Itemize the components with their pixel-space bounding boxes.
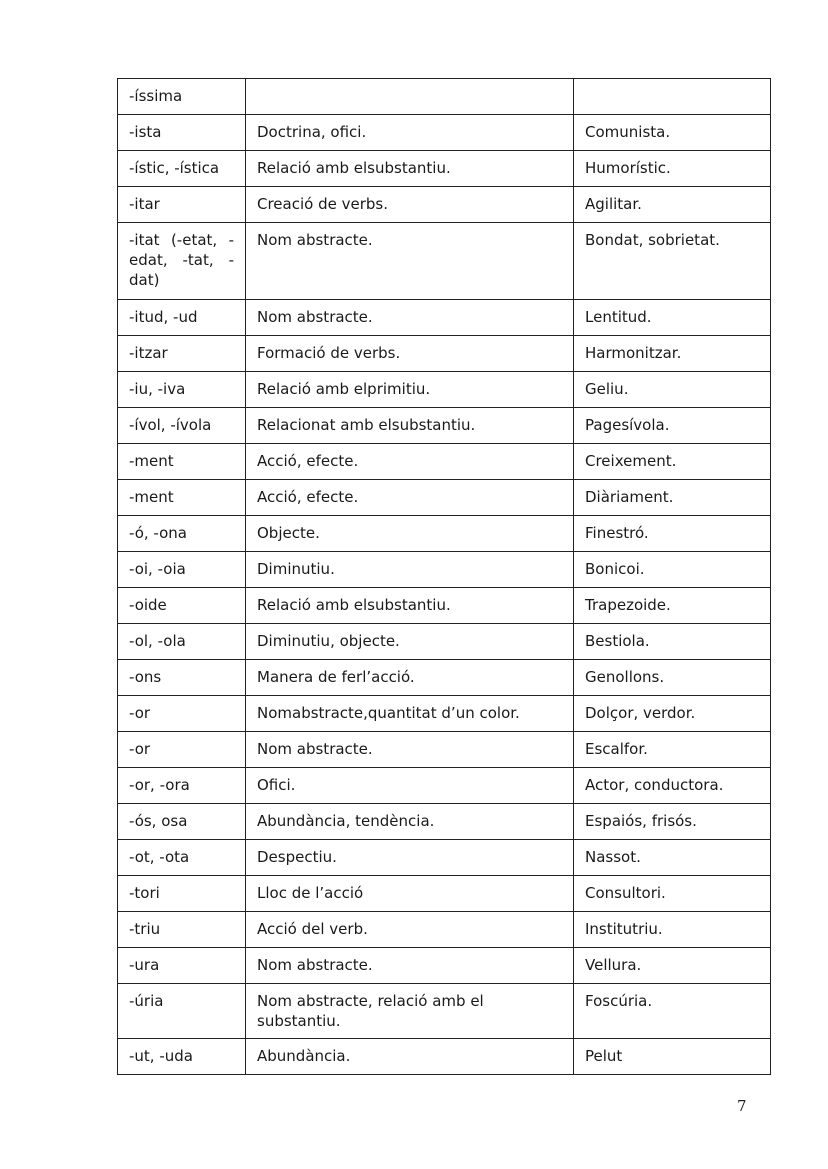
table-row [118, 444, 771, 480]
meaning-cell: Formació de verbs. [246, 336, 574, 372]
example-cell: Escalfor. [574, 732, 771, 768]
suffix-cell: -or, -ora [118, 768, 246, 804]
suffix-cell: -úria [118, 984, 246, 1039]
table-row [118, 840, 771, 876]
meaning-cell: Diminutiu. [246, 552, 574, 588]
suffix-cell: -ot, -ota [118, 840, 246, 876]
table-row [118, 876, 771, 912]
table-row [118, 660, 771, 696]
example-cell: Creixement. [574, 444, 771, 480]
table-row [118, 408, 771, 444]
meaning-cell: Relació amb elsubstantiu. [246, 588, 574, 624]
suffix-table [117, 78, 771, 1075]
example-cell: Agilitar. [574, 187, 771, 223]
meaning-cell: Acció del verb. [246, 912, 574, 948]
example-cell: Actor, conductora. [574, 768, 771, 804]
suffix-cell: -ístic, -ística [118, 151, 246, 187]
suffix-cell: -ívol, -ívola [118, 408, 246, 444]
suffix-cell: -ons [118, 660, 246, 696]
suffix-cell: -or [118, 732, 246, 768]
meaning-cell: Acció, efecte. [246, 480, 574, 516]
suffix-cell: -ó, -ona [118, 516, 246, 552]
example-cell: Bonicoi. [574, 552, 771, 588]
example-cell: Diàriament. [574, 480, 771, 516]
example-cell: Pagesívola. [574, 408, 771, 444]
table-row [118, 115, 771, 151]
table-row [118, 151, 771, 187]
suffix-cell: -itar [118, 187, 246, 223]
example-cell: Comunista. [574, 115, 771, 151]
meaning-cell: Diminutiu, objecte. [246, 624, 574, 660]
suffix-cell: -ment [118, 444, 246, 480]
table-row [118, 79, 771, 115]
example-cell [574, 79, 771, 115]
example-cell: Vellura. [574, 948, 771, 984]
table-row [118, 552, 771, 588]
example-cell: Finestró. [574, 516, 771, 552]
table-row [118, 480, 771, 516]
meaning-cell [246, 79, 574, 115]
meaning-cell: Nom abstracte. [246, 948, 574, 984]
meaning-cell: Nomabstracte,quantitat d’un color. [246, 696, 574, 732]
suffix-cell: -or [118, 696, 246, 732]
meaning-cell: Relació amb elsubstantiu. [246, 151, 574, 187]
suffix-cell: -ut, -uda [118, 1039, 246, 1075]
example-cell: Bondat, sobrietat. [574, 223, 771, 300]
suffix-cell: -tori [118, 876, 246, 912]
table-row [118, 1039, 771, 1075]
suffix-cell: -íssima [118, 79, 246, 115]
suffix-cell: -itzar [118, 336, 246, 372]
meaning-cell: Relacionat amb elsubstantiu. [246, 408, 574, 444]
suffix-cell: -ós, osa [118, 804, 246, 840]
suffix-cell: -oide [118, 588, 246, 624]
table-row [118, 984, 771, 1039]
meaning-cell: Despectiu. [246, 840, 574, 876]
meaning-cell: Nom abstracte. [246, 223, 574, 300]
suffix-cell: -ista [118, 115, 246, 151]
table-row [118, 300, 771, 336]
table-row [118, 732, 771, 768]
table-row [118, 768, 771, 804]
meaning-cell: Acció, efecte. [246, 444, 574, 480]
example-cell: Dolçor, verdor. [574, 696, 771, 732]
meaning-cell: Doctrina, ofici. [246, 115, 574, 151]
table-row [118, 912, 771, 948]
example-cell: Consultori. [574, 876, 771, 912]
page-number: 7 [737, 1097, 747, 1115]
example-cell: Geliu. [574, 372, 771, 408]
meaning-cell: Abundància. [246, 1039, 574, 1075]
meaning-cell: Creació de verbs. [246, 187, 574, 223]
suffix-cell: -ol, -ola [118, 624, 246, 660]
meaning-cell: Nom abstracte. [246, 300, 574, 336]
example-cell: Harmonitzar. [574, 336, 771, 372]
example-cell: Humorístic. [574, 151, 771, 187]
suffix-cell: -ura [118, 948, 246, 984]
suffix-cell: -triu [118, 912, 246, 948]
example-cell: Espaiós, frisós. [574, 804, 771, 840]
table-row [118, 372, 771, 408]
example-cell: Genollons. [574, 660, 771, 696]
example-cell: Nassot. [574, 840, 771, 876]
table-row [118, 187, 771, 223]
meaning-cell: Lloc de l’acció [246, 876, 574, 912]
example-cell: Lentitud. [574, 300, 771, 336]
table-row [118, 516, 771, 552]
example-cell: Institutriu. [574, 912, 771, 948]
example-cell: Pelut [574, 1039, 771, 1075]
suffix-cell-text: -itat (-etat, -edat, -tat, -dat) [129, 231, 234, 289]
meaning-cell: Ofici. [246, 768, 574, 804]
table-row [118, 223, 771, 300]
suffix-cell: -oi, -oia [118, 552, 246, 588]
table-row [118, 696, 771, 732]
example-cell: Foscúria. [574, 984, 771, 1039]
table-row [118, 336, 771, 372]
meaning-cell: Abundància, tendència. [246, 804, 574, 840]
table-row [118, 624, 771, 660]
meaning-cell: Objecte. [246, 516, 574, 552]
meaning-cell: Nom abstracte, relació amb el substantiu. [246, 984, 574, 1039]
example-cell: Bestiola. [574, 624, 771, 660]
table-row [118, 804, 771, 840]
meaning-cell: Manera de ferl’acció. [246, 660, 574, 696]
suffix-cell: -itud, -ud [118, 300, 246, 336]
meaning-cell: Nom abstracte. [246, 732, 574, 768]
suffix-cell [118, 223, 246, 300]
meaning-cell: Relació amb elprimitiu. [246, 372, 574, 408]
example-cell: Trapezoide. [574, 588, 771, 624]
suffix-cell: -iu, -iva [118, 372, 246, 408]
table-row [118, 948, 771, 984]
table-row [118, 588, 771, 624]
suffix-cell: -ment [118, 480, 246, 516]
